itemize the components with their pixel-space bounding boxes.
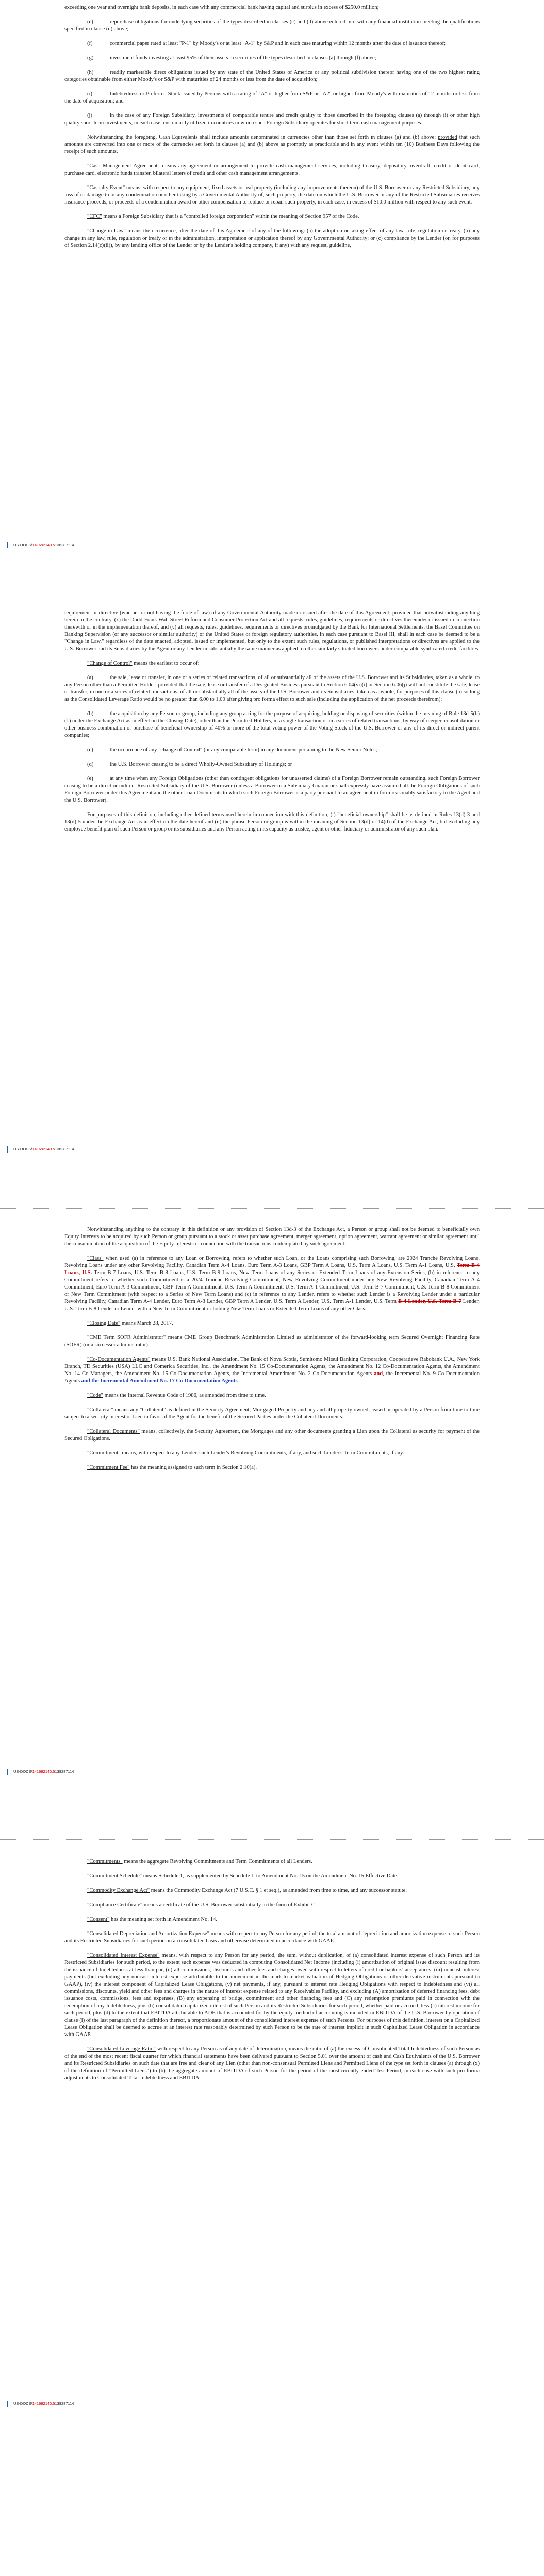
page-separator bbox=[0, 1839, 544, 1840]
definition-class: "Class" when used (a) in reference to any Loan or Borrowing, refers to whether such Loan, or the Loans comprising such Borrowing, are 2024 Tranche Revolving Loans, Revolving Loans under any other Revolving Facility, Canadian Term A-4 Loans, Euro Term A-3 Loans, GBP Term A Loans, U.S. Term A Loans, U.S. Term A-1 Loans, U.S. Term B-4 Loans, U.S. Term B-7 Loans, U.S. Term B-8 Loans, U.S. Term B-9 Loans, New Term Loans of any Series or Extended Term Loans of any Extension Series, (b) in reference to any Commitment refers to whether such Commitment is a 2024 Tranche Revolving Commitment, New Revolving Commitment under any New Revolving Facility, Canadian Term A-4 Commitment, Euro Term A-3 Commitment, GBP Term A Commitment, U.S. Term A Commitment, U.S. Term A-1 Commitment, U.S. Term B-7 Commitment, U.S. Term B-8 Commitment or New Term Commitment (with respect to a Series of New Term Loans) and (c) in reference to any Lender, refers to whether such Lender is a Revolving Lender under a particular Revolving Facility, Canadian Term A-4 Lender, Euro Term A-3 Lender, GBP Term A Lender, U.S. Term A Lender, U.S. Term A-1 Lender, U.S. Term B-4 Lender, U.S. Term B-7 Lender, U.S. Term B-8 Lender or Lender with a New Term Commitment or holding New Term Loans or Extended Term Loans of any other Class. bbox=[64, 1256, 480, 1312]
page-4 bbox=[0, 1858, 544, 2089]
page-footer: US-DOCS\141692140.5138287114 bbox=[7, 1769, 74, 1775]
definition-co-documentation-agents: "Co-Documentation Agents" means U.S. Bank National Association, The Bank of Nova Scotia, Sumitomo Mitsui Banking Corporation, Cooperatieve Rabobank U.A., New York Branch, TD Securities (USA) LLC and Comerica Securities, Inc., the Amendment No. 15 Co-Documentation Agents, the Amendment No. 12 Co-Documentation Agents, the Amendment No. 14 Co-Managers, the Amendment No. 15 Co-Documentation Agents, the Incremental Amendment No. 2 Co-Documentation Agents and, the Incremental No. 9 Co-Documentation Agents and the Incremental Amendment No. 17 Co-Documentation Agents. bbox=[64, 1357, 480, 1384]
paragraph-e: (e) repurchase obligations for underlying securities of the types described in clauses (c) and (d) above entered into with any financial institution meeting the qualifications specified in clause (d) above; bbox=[64, 19, 480, 32]
paragraph-j: (j) in the case of any Foreign Subsidiary, investments of comparable tenure and credit quality to those described in the foregoing clauses (a) through (i) or other high quality short-term investments, in each case, customarily utilized in countries in which such Foreign Subsidiary operates for short-term cash management purposes. bbox=[64, 113, 480, 126]
definition-cash-management-agreement: "Cash Management Agreement" means any agreement or arrangement to provide cash management services, including treasury, depository, overdraft, credit or debit card, purchase card, electronic funds transfer, bilateral letters of credit and other cash management arrangements. bbox=[64, 163, 480, 176]
definition-cme-term-sofr-administrator: "CME Term SOFR Administrator" means CME Group Benchmark Administration Limited as administrator of the forward-looking term Secured Overnight Financing Rate (SOFR) (or a successor administrator). bbox=[64, 1335, 480, 1348]
definition-change-of-control: "Change of Control" means the earliest to occur of: bbox=[87, 660, 200, 666]
definition-commitment-schedule: "Commitment Schedule" means Schedule 1, as supplemented by Schedule II to Amendment No. 15 on the Amendment No. 15 Effective Date. bbox=[87, 1873, 399, 1879]
definition-consent: "Consent" has the meaning set forth in Amendment No. 14. bbox=[87, 1917, 217, 1922]
paragraph-b: (b) the acquisition by any Person or group, including any group acting for the purpose of acquiring, holding or disposing of securities (within the meaning of Rule 13d-5(b)(1) under the Exchange Act as in effect on the Closing Date), other than the Permitted Holders, in a single transaction or in a series of related transactions, by way of merger, consolidation or other business combination or purchase of beneficial ownership of 40% or more of the total voting power of the Voting Stock of the U.S. Borrower or any of its direct or indirect parent companies; bbox=[64, 711, 480, 738]
definition-cfc: "CFC" means a Foreign Subsidiary that is a "controlled foreign corporation" within the meaning of Section 957 of the Code. bbox=[87, 214, 359, 219]
change-bar bbox=[7, 1769, 8, 1775]
definition-commodity-exchange-act: "Commodity Exchange Act" means the Commodity Exchange Act (7 U.S.C. § 1 et seq.), as amended from time to time, and any successor statute. bbox=[87, 1888, 407, 1893]
paragraph: For purposes of this definition, including other defined terms used herein in connection with this definition, (i) "beneficial ownership" shall be as defined in Rules 13(d)-3 and 13(d)-5 under the Exchange Act as in effect on the date hereof and (ii) the phrase Person or group is within the meaning of Section 13(d) or 14(d) of the Exchange Act, but excluding any employee benefit plan of such Person or group or its subsidiaries and any Person acting in its capacity as trustee, agent or other fiduciary or administrator of any such plan. bbox=[64, 812, 480, 832]
definition-collateral: "Collateral" means any "Collateral" as defined in the Security Agreement, Mortgaged Property and any and all property owned, leased or operated by a Person from time to time subject to a security interest or Lien in favor of the Agent for the benefit of the Secured Parties under the Collateral Documents. bbox=[64, 1407, 480, 1420]
definition-commitment-fee: "Commitment Fee" has the meaning assigned to such term in Section 2.10(a). bbox=[87, 1465, 257, 1470]
change-bar bbox=[7, 542, 8, 548]
definition-consolidated-interest-expense: "Consolidated Interest Expense" means, with respect to any Person for any period, the sum, without duplication, of (a) consolidated interest expense of such Person and its Restricted Subsidiaries for such period, to the extent such expense was deducted in computing Consolidated Net Income (including (i) amortization of original issue discount resulting from the issuance of Indebtedness at less than par, (ii) all commissions, discounts and other fees and charges owed with respect to letters of credit or bankers' acceptances, (iii) noncash interest payments (but excluding any noncash interest expense attributable to the movement in the mark-to-market valuation of Hedging Obligations or other derivative instruments pursuant to GAAP), (iv) the interest component of Capitalized Lease Obligations, (v) net payments, if any, pursuant to interest rate Hedging Obligations with respect to Indebtedness and (vi) all commissions, discounts, yield and other fees and charges in the nature of interest expense related to any Receivables Facility, and excluding (A) amortization of deferred financing fees, debt issuance costs, commissions, fees and expenses, (B) any expensing of bridge, commitment and other financing fees and (C) any redemption premiums paid in connection with the redemption of any Indebtedness, plus (b) consolidated capitalized interest of such Person and its Restricted Subsidiaries for such period, whether paid or accrued, less (c) interest income for such period, plus (d) to the extent that EBITDA attributable to ADE that is accounted for by the equity method of accounting is included in EBITDA of the U.S. Borrower by operation of clause (i) of the last paragraph of the definition thereof, a proportionate amount of the consolidated interest expense of such Persons. For purposes of this definition, interest on a Capitalized Lease Obligation shall be deemed to accrue at an interest rate reasonably determined by such Person to be the rate of interest implicit in such Capitalized Lease Obligation in accordance with GAAP. bbox=[64, 1953, 480, 2038]
definition-change-in-law: "Change in Law" means the occurrence, after the date of this Agreement of any of the following: (a) the adoption or taking effect of any law, rule, regulation or treaty, (b) any change in any law, rule, regulation or treaty or in the administration, interpretation or application thereof by any Governmental Authority; or (c) compliance by the Lender (or, for purposes of Section 2.14(c)(ii)), by any lending office of the Lender or by the Lender's holding company, if any) with any request, guideline, bbox=[64, 228, 480, 248]
page-footer: US-DOCS\141692140.5138287114 bbox=[7, 2401, 74, 2407]
paragraph: Notwithstanding anything to the contrary in this definition or any provision of Section 13d-3 of the Exchange Act, a Person or group shall not be deemed to beneficially own Equity Interests to be acquired by such Person or group pursuant to a stock or asset purchase agreement, merger agreement, option agreement, warrant agreement or similar agreement until the consummation of the acquisition of the Equity Interests in connection with the transactions contemplated by such agreement. bbox=[64, 1227, 480, 1247]
definition-compliance-certificate: "Compliance Certificate" means a certificate of the U.S. Borrower substantially in the form of Exhibit C. bbox=[87, 1902, 317, 1908]
definition-commitments: "Commitments" means the aggregate Revolving Commitments and Term Commitments of all Lenders. bbox=[87, 1859, 312, 1865]
paragraph-a: (a) the sale, lease or transfer, in one or a series of related transactions, of all or substantially all of the assets of the U.S. Borrower and its Subsidiaries, taken as a whole, to any Person other than a Permitted Holder; provided that the sale, lease or transfer of a Designated Business pursuant to Section 6.04(vi)(i) or Section 6.06(j) will not constitute the sale, lease or transfer, in one or a series of related transactions, of all or substantially all of the assets of the U.S. Borrower and its Subsidiaries, taken as a whole, for purposes of this clause (a) so long as the Consolidated Leverage Ratio would be no greater than 6.00 to 1.00 after giving pro forma effect to such sale (including the application of the net proceeds therefrom); bbox=[64, 675, 480, 702]
page-2 bbox=[0, 609, 544, 840]
change-bar bbox=[7, 1146, 8, 1153]
definition-consolidated-leverage-ratio: "Consolidated Leverage Ratio" with respect to any Person as of any date of determination, means the ratio of (a) the excess of Consolidated Total Indebtedness of such Person as of the end of the most recent fiscal quarter for which financial statements have been delivered pursuant to Section 5.01 over the amount of cash and Cash Equivalents of the U.S. Borrower and its Restricted Subsidiaries on such date that are free and clear of any Lien (other than non-consensual Permitted Liens and Permitted Liens of the type set forth in clauses (a) through (x) of the definition of "Permitted Liens") to (b) the aggregate amount of EBITDA of such Person for the period of the most recently ended Test Period, in each case with such pro forma adjustments to Consolidated Total Indebtedness and EBITDA bbox=[64, 2046, 480, 2081]
deleted-text: and bbox=[374, 1371, 383, 1377]
page-3 bbox=[0, 1226, 544, 1479]
definition-code: "Code" means the Internal Revenue Code of 1986, as amended from time to time. bbox=[87, 1393, 266, 1398]
paragraph-d: (d) the U.S. Borrower ceasing to be a direct Wholly-Owned Subsidiary of Holdings; or bbox=[87, 761, 292, 767]
paragraph: Notwithstanding the foregoing, Cash Equivalents shall include amounts denominated in currencies other than those set forth in clauses (a) and (b) above; provided that such amounts are converted into one or more of the currencies set forth in clauses (a) and (b) above as promptly as practicable and in any event within ten (10) Business Days following the receipt of such amounts. bbox=[64, 134, 480, 155]
page-separator bbox=[0, 1208, 544, 1209]
deleted-text: B-4 Lender, U.S. Term B-7 bbox=[398, 1299, 461, 1304]
inserted-text: and the Incremental Amendment No. 17 Co-Documentation Agents bbox=[81, 1378, 238, 1384]
page-footer: US-DOCS\141692140.5138287114 bbox=[7, 1146, 74, 1153]
change-bar bbox=[7, 2401, 8, 2407]
paragraph-g: (g) investment funds investing at least 95% of their assets in securities of the types described in clauses (a) through (f) above; bbox=[87, 55, 376, 61]
definition-casualty-event: "Casualty Event" means, with respect to any equipment, fixed assets or real property (including any improvements thereon) of the U.S. Borrower or any Restricted Subsidiary, any loss of or damage to or any condemnation or other taking by a Governmental Authority of, such property, the date on which the U.S. Borrower or any of the Restricted Subsidiaries receives insurance proceeds, or proceeds of a condemnation award or other compensation to replace or repair such property, in each case, in excess of $10.0 million with respect to any such event. bbox=[64, 185, 480, 205]
definition-collateral-documents: "Collateral Documents" means, collectively, the Security Agreement, the Mortgages and any other documents granting a Lien upon the Collateral as security for payment of the Secured Obligations. bbox=[64, 1429, 480, 1442]
paragraph-h: (h) readily marketable direct obligations issued by any state of the United States of America or any political subdivision thereof having one of the two highest rating categories obtainable from either Moody's or S&P with maturities of 24 months or less from the date of acquisition; bbox=[64, 70, 480, 82]
paragraph-f: (f) commercial paper rated at least "P-1" by Moody's or at least "A-1" by S&P and in each case maturing within 12 months after the date of issuance thereof; bbox=[87, 41, 446, 46]
page-footer: US-DOCS\141692140.5138287114 bbox=[7, 542, 74, 548]
paragraph: exceeding one year and overnight bank deposits, in each case with any commercial bank having capital and surplus in excess of $250.0 million; bbox=[64, 5, 379, 10]
definition-commitment: "Commitment" means, with respect to any Lender, such Lender's Revolving Commitments, if any, and such Lender's Term Commitments, if any. bbox=[87, 1450, 404, 1456]
paragraph-c: (c) the occurrence of any "change of Control" (or any comparable term) in any document pertaining to the New Senior Notes; bbox=[87, 747, 377, 753]
page-1 bbox=[0, 4, 544, 257]
paragraph-i: (i) Indebtedness or Preferred Stock issued by Persons with a rating of "A" or higher from S&P or "A2" or higher from Moody's with maturities of 12 months or less from the date of acquisition; and bbox=[64, 91, 480, 104]
definition-closing-date: "Closing Date" means March 28, 2017. bbox=[87, 1320, 173, 1326]
definition-consolidated-depreciation: "Consolidated Depreciation and Amortization Expense" means with respect to any Person for any period, the total amount of depreciation and amortization expense of such Person and its Restricted Subsidiaries for such period on a consolidated basis and otherwise determined in accordance with GAAP. bbox=[64, 1931, 480, 1944]
paragraph-e: (e) at any time when any Foreign Obligations (other than contingent obligations for unasserted claims) of a Foreign Borrower remain outstanding, such Foreign Borrower ceasing to be a direct or indirect Restricted Subsidiary of the U.S. Borrower (unless a Borrower or a Subsidiary Guarantor shall expressly have assumed all the Foreign Obligations of such Foreign Borrower under this Agreement and the other Loan Documents to which such Foreign Borrower is a party pursuant to an agreement in form reasonably satisfactory to the Agent and the U.S. Borrower). bbox=[64, 776, 480, 803]
paragraph: requirement or directive (whether or not having the force of law) of any Governmental Authority made or issued after the date of this Agreement; provided that notwithstanding anything herein to the contrary, (x) the Dodd-Frank Wall Street Reform and Consumer Protection Act and all requests, rules, guidelines, requirements or directives thereunder or issued in connection therewith or in the implementation thereof, and (y) all requests, rules, guidelines, requirements or directives promulgated by the Bank for International Settlements, the Basel Committee on Banking Supervision (or any successor or similar authority) or the United States or foreign regulatory authorities, in each case pursuant to Basel III, shall in each case be deemed to be a "Change in Law," regardless of the date enacted, adopted, issued or implemented, but only to the extent such rules, regulations, or published interpretations or directives are applied to the U.S. Borrower and its Subsidiaries by the Agent or any Lender in substantially the same manner as applied to other similarly situated borrowers under comparable syndicated credit facilities. bbox=[64, 610, 480, 652]
deleted-text: Term B-4 Loans, U.S. bbox=[64, 1263, 480, 1276]
